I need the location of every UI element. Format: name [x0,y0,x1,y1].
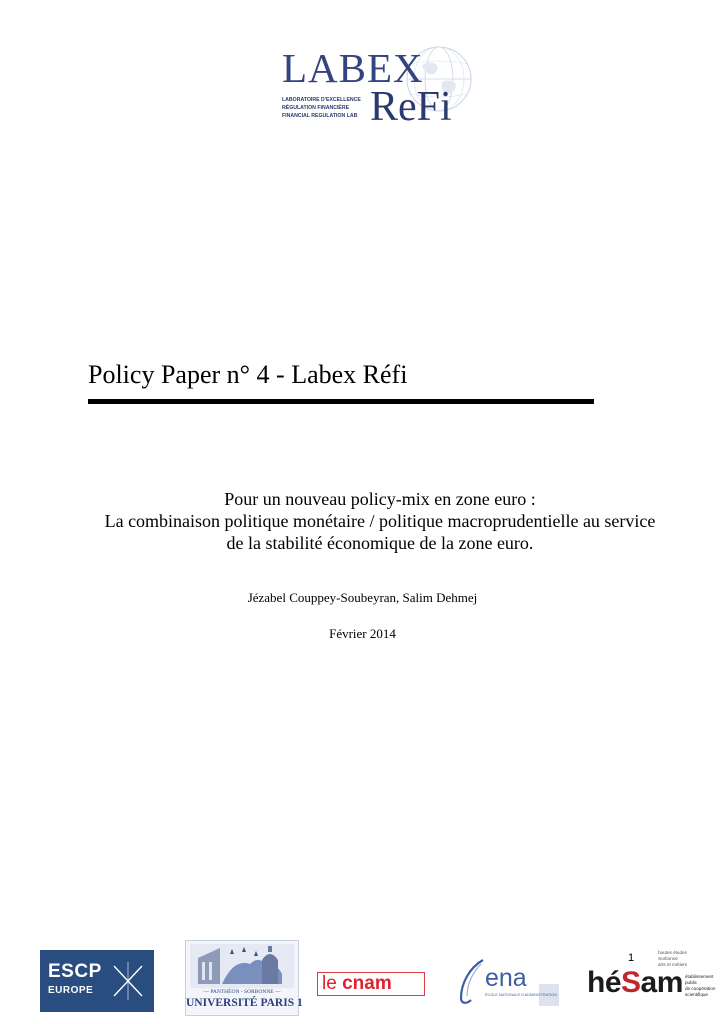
ena-logo [455,958,560,1008]
hesam-status-line: scientifique [685,992,708,997]
paris1-wordmark: UNIVERSITÉ PARIS 1 [186,997,303,1009]
ena-subtitle: ÉCOLE NATIONALE D'ADMINISTRATION [485,993,557,997]
title-divider [88,399,594,404]
labex-tagline-line: FINANCIAL REGULATION LAB [282,113,358,119]
hesam-tagline-line: hautes études [658,950,687,955]
cnam-logo [317,972,425,996]
hesam-accent-letter: S [621,966,641,999]
publication-date: Février 2014 [329,626,396,641]
hesam-wordmark [587,968,683,998]
paris1-subtitle: — PANTHÉON - SORBONNE — [203,989,281,995]
cnam-wordmark: cnam [342,973,392,994]
refi-wordmark: ReFi [370,84,452,130]
pantheon-building-icon [190,944,294,988]
labex-tagline-line: RÉGULATION FINANCIÈRE [282,105,350,111]
escp-wordmark: ESCP [48,961,102,982]
hesam-status [685,974,719,998]
hesam-tagline-line: arts et métiers [658,962,688,967]
paper-subtitle [60,488,700,554]
cnam-prefix: le [322,973,343,994]
page-title: Policy Paper n° 4 - Labex Réfi [88,360,408,389]
labex-wordmark: LABEX [282,45,424,91]
hesam-status-line: de coopération [685,986,716,991]
labex-tagline-line: LABORATOIRE D'EXCELLENCE [282,97,361,103]
escp-cross-icon [108,960,148,1002]
hesam-prefix: hé [587,966,622,999]
ena-swoosh-icon [455,958,489,1006]
ena-wordmark: ena [485,964,527,992]
subtitle-line: La combinaison politique monétaire / politique macroprudentielle au service [104,511,656,531]
labex-tagline [282,96,378,120]
labex-refi-logo [272,44,472,130]
hesam-status-line: établissement [685,974,714,979]
authors: Jézabel Couppey-Soubeyran, Salim Dehmej [247,590,478,605]
page-number: 1 [628,952,635,964]
escp-europe-logo [40,950,154,1012]
subtitle-line: de la stabilité économique de la zone euro. [226,533,534,553]
hesam-logo [585,948,720,1018]
subtitle-line: Pour un nouveau policy-mix en zone euro : [224,489,536,509]
escp-subtitle: EUROPE [48,985,94,996]
universite-paris1-logo [185,940,303,1016]
hesam-status-line: public [685,980,698,985]
hesam-tagline-line: Sorbonne [658,956,678,961]
hesam-suffix: am [640,966,683,999]
